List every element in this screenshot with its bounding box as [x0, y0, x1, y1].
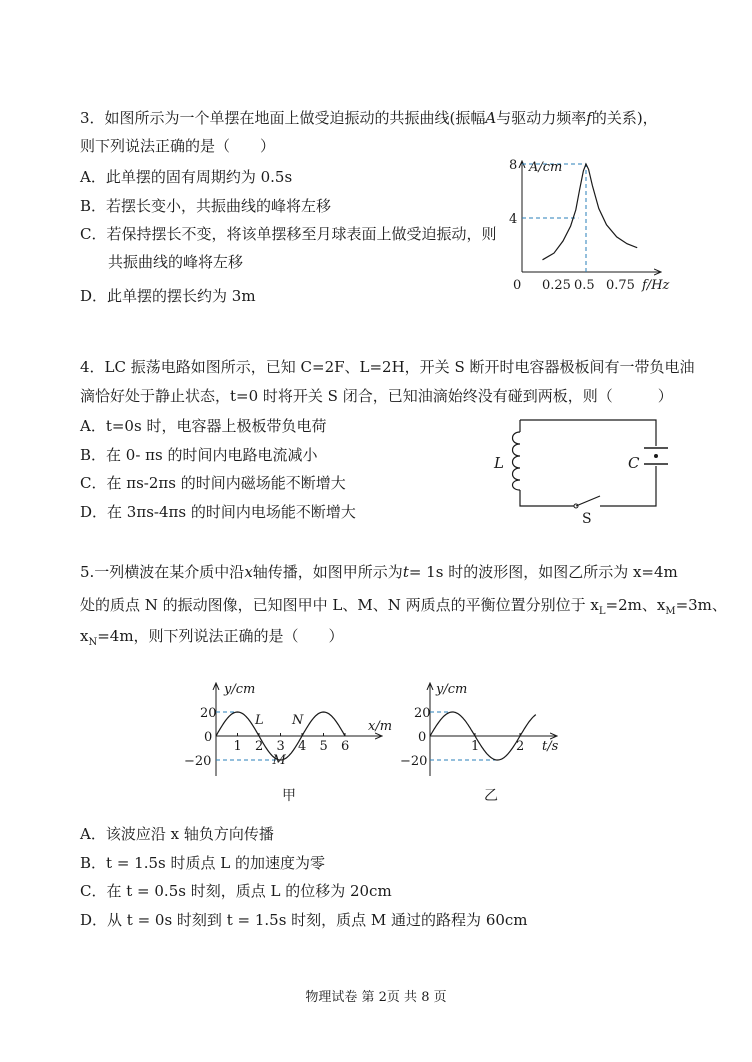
yi-ylabel: y/cm — [436, 682, 468, 697]
q5-option-b: B．t = 1.5s 时质点 L 的加速度为零 — [80, 854, 325, 872]
yi-xlabel: t/s — [542, 739, 559, 754]
q4-stem-line-1: 4．LC 振荡电路如图所示，已知 C=2F、L=2H，开关 S 断开时电容器极板间有一带负电油 — [80, 358, 695, 376]
q5-stem2-a: 处的质点 N 的振动图像，已知图甲中 L、M、N 两质点的平衡位置分别位于 x — [80, 596, 599, 614]
q5-stem-line-2 — [80, 595, 727, 622]
q3-stem-text-a: 3．如图所示为一个单摆在地面上做受迫振动的共振曲线(振幅 — [80, 109, 486, 127]
q4-option-b: B．在 0- πs 的时间内电路电流减小 — [80, 446, 318, 464]
yi-x-tick-label: 2 — [516, 739, 525, 754]
jia-caption: 甲 — [282, 788, 296, 804]
q3-var-amplitude: A — [485, 109, 497, 127]
resonance-curve — [543, 164, 638, 260]
q3-option-d: D．此单摆的摆长约为 3m — [80, 287, 256, 305]
jia-x-tick-label: 3 — [276, 739, 285, 754]
q5-stem3-a: x — [80, 627, 89, 645]
q4-option-a: A．t=0s 时，电容器上极板带负电荷 — [80, 417, 327, 435]
q5-option-a: A．该波应沿 x 轴负方向传播 — [80, 825, 274, 843]
jia-y-tick-label: −20 — [184, 754, 212, 769]
jia-xlabel: x/m — [368, 719, 393, 734]
circuit-wire-top — [520, 420, 656, 446]
q5-stem3-b: =4m，则下列说法正确的是（ ） — [97, 627, 344, 645]
q5-stem2-b: =2m、x — [605, 596, 666, 614]
q5-stem-line-3 — [80, 626, 344, 653]
jia-point-label-m: M — [272, 753, 286, 768]
jia-origin-label: 0 — [204, 730, 213, 745]
q5-var-t: t — [402, 563, 409, 581]
q4-option-c: C．在 πs-2πs 的时间内磁场能不断增大 — [80, 474, 346, 492]
lc-circuit-diagram — [488, 408, 678, 528]
q4-stem-line-2: 滴恰好处于静止状态，t=0 时将开关 S 闭合，已知油滴始终没有碰到两板，则（ ） — [80, 387, 673, 405]
yi-caption: 乙 — [484, 788, 498, 804]
jia-y-tick-label: 20 — [200, 706, 217, 721]
circuit-wire-bottom — [520, 490, 574, 506]
yi-x-tick-label: 1 — [471, 739, 480, 754]
inductor-label: L — [494, 454, 504, 472]
capacitor-label: C — [628, 454, 640, 472]
q5-stem-text-a: 5.一列横波在某介质中沿 — [80, 563, 245, 581]
q5-option-d: D．从 t = 0s 时刻到 t = 1.5s 时刻，质点 M 通过的路程为 60cm — [80, 911, 528, 929]
circuit-wire-right — [600, 466, 656, 506]
q3-stem-line-2: 则下列说法正确的是（ ） — [80, 137, 276, 155]
q5-stem-text-b: 轴传播，如图甲所示为 — [252, 563, 403, 581]
q3-stem-text-c: 的关系)， — [591, 109, 658, 127]
q5-sub-m: M — [665, 606, 676, 617]
q4-option-d: D．在 3πs-4πs 的时间内电场能不断增大 — [80, 503, 356, 521]
q3-option-c-cont: 共振曲线的峰将左移 — [108, 253, 244, 271]
q5-sub-l: L — [598, 606, 606, 617]
q3-x-tick-label: 0.75 — [606, 278, 635, 293]
q3-ylabel: A/cm — [529, 160, 563, 175]
svg-text:A/cm — [528, 160, 562, 175]
yi-y-tick-label: 20 — [414, 706, 431, 721]
jia-x-tick-label: 5 — [319, 739, 328, 754]
q3-var-frequency: f — [586, 109, 592, 127]
q3-x-tick-label: 0.25 — [542, 278, 571, 293]
jia-x-tick-label: 2 — [255, 739, 264, 754]
yi-y-tick-label: −20 — [400, 754, 428, 769]
q5-sub-n: N — [88, 637, 98, 648]
q3-option-b: B．若摆长变小，共振曲线的峰将左移 — [80, 197, 332, 215]
q5-stem-line-1 — [80, 562, 678, 582]
page-footer: 物理试卷 第 2页 共 8 页 — [305, 990, 447, 1005]
yi-origin-label: 0 — [418, 730, 427, 745]
q3-xlabel: f/Hz — [642, 278, 670, 293]
q3-option-a: A．此单摆的固有周期约为 0.5s — [80, 168, 293, 186]
switch-label: S — [582, 511, 592, 527]
vibration-graph-yi — [400, 676, 574, 806]
jia-x-tick-label: 6 — [341, 739, 350, 754]
q3-y-tick-label: 4 — [509, 212, 518, 227]
inductor-coil — [513, 432, 521, 490]
q5-option-c: C．在 t = 0.5s 时刻，质点 L 的位移为 20cm — [80, 882, 392, 900]
q3-stem-line-1 — [80, 108, 658, 128]
q3-y-tick-label: 8 — [509, 158, 518, 173]
q5-stem2-c: =3m、 — [675, 596, 727, 614]
jia-point-label-n: N — [292, 713, 304, 728]
q3-x-tick-label: 0.5 — [574, 278, 595, 293]
jia-x-tick-label: 1 — [233, 739, 242, 754]
q3-option-c: C．若保持摆长不变，将该单摆移至月球表面上做受迫振动，则 — [80, 225, 497, 243]
q5-var-x: x — [244, 563, 253, 581]
jia-point-label-l: L — [255, 713, 264, 728]
oil-drop-dot — [654, 454, 658, 458]
jia-ylabel: y/cm — [224, 682, 256, 697]
jia-x-tick-label: 4 — [298, 739, 307, 754]
q3-stem-text-b: 与驱动力频率 — [496, 109, 587, 127]
resonance-curve-chart — [500, 152, 680, 300]
wave-graph-jia — [186, 676, 396, 806]
switch-lever — [576, 496, 600, 506]
q5-stem-text-c: = 1s 时的波形图，如图乙所示为 x=4m — [408, 563, 678, 581]
q3-origin-label: 0 — [513, 278, 522, 293]
